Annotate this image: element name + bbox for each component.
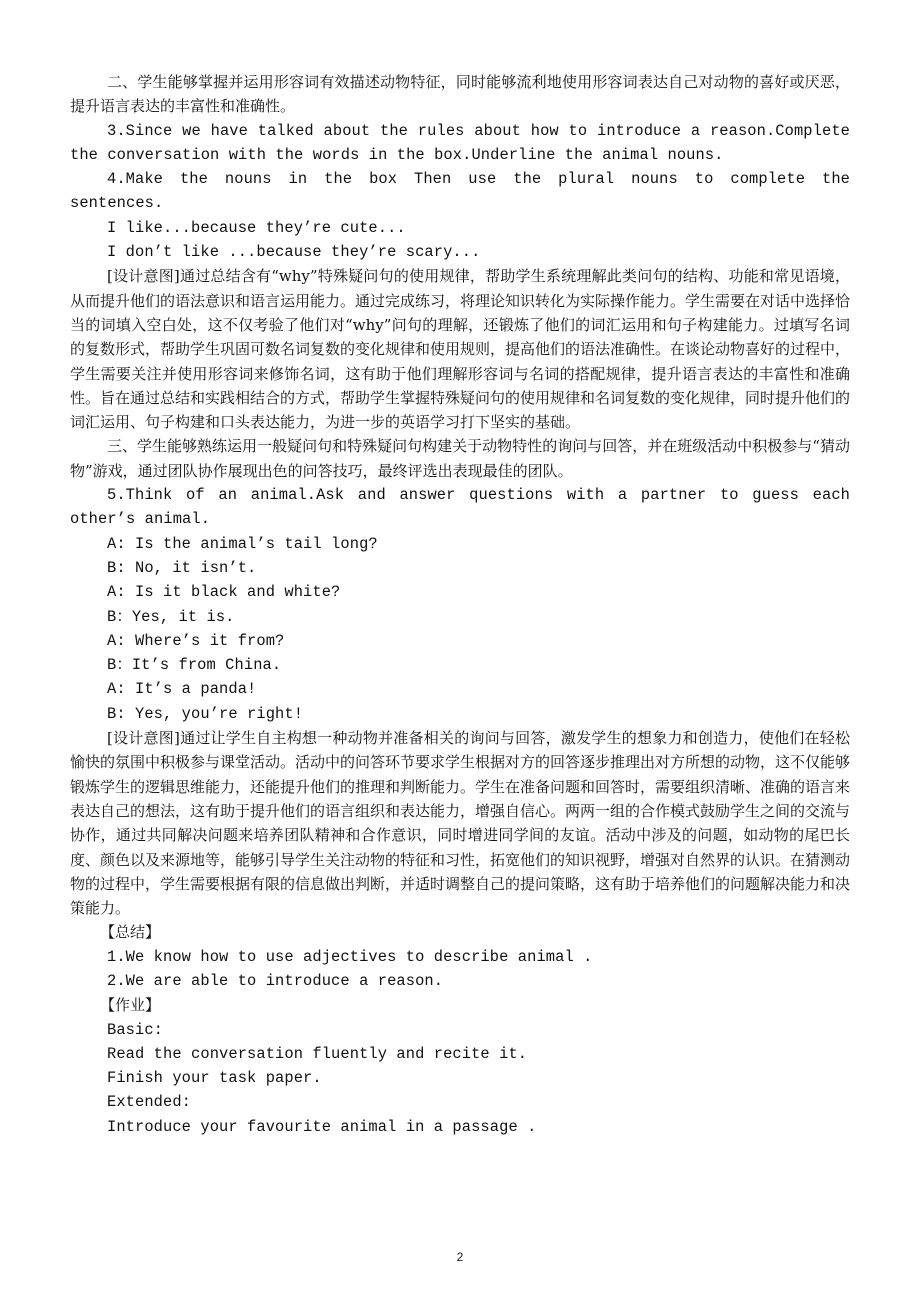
page-number: 2: [456, 1250, 464, 1264]
task-3-paragraph: 3.Since we have talked about the rules about how to introduce a reason.Complete the conversation with the words in the box.Underline the animal nouns.: [70, 121, 850, 164]
dialogue-line: A: It’s a panda!: [107, 680, 257, 699]
example-sentence-1: I like...because they’re cute...: [107, 218, 406, 237]
example-sentence-2: I don’t like ...because they’re scary...: [107, 243, 481, 262]
task-4-paragraph: 4.Make the nouns in the box Then use the plural nouns to complete the sentences.: [70, 170, 850, 213]
dialogue: [70, 532, 850, 726]
dialogue-line: A: Is it black and white?: [107, 583, 341, 602]
document-page: [70, 70, 850, 1139]
homework-item: Read the conversation fluently and recite it.: [107, 1044, 528, 1063]
summary-heading: 【总结】: [100, 923, 161, 942]
homework-heading: 【作业】: [100, 996, 161, 1015]
summary-item: 2.We are able to introduce a reason.: [107, 971, 444, 990]
design-intent-1-paragraph: [设计意图]通过总结含有“why”特殊疑问句的使用规律，帮助学生系统理解此类问句的结构、功能和常见语境，从而提升他们的语法意识和语言运用能力。通过完成练习，将理论知识转化为实际操作能力。学生需要在对话中选择恰当的词填入空白处，这不仅考验了他们对“why”问句的理解，还锻炼了他们的词汇运用和句子构建能力。过填写名词的复数形式，帮助学生巩固可数名词复数的变化规律和使用规则，提高他们的语法准确性。在谈论动物喜好的过程中，学生需要关注并使用形容词来修饰名词，这有助于他们理解形容词与名词的搭配规律，提升语言表达的丰富性和准确性。旨在通过总结和实践相结合的方式，帮助学生掌握特殊疑问句的使用规律和名词复数的变化规律，同时提升他们的词汇运用、句子构建和口头表达能力，为进一步的英语学习打下坚实的基础。: [70, 267, 851, 432]
homework-item: Finish your task paper.: [107, 1069, 322, 1088]
homework-item: Introduce your favourite animal in a passage .: [107, 1117, 537, 1136]
dialogue-line: B: Yes, you’re right!: [107, 704, 304, 723]
dialogue-line: A: Is the animal’s tail long?: [107, 534, 378, 553]
summary-item: 1.We know how to use adjectives to describe animal .: [107, 947, 593, 966]
dialogue-line: B：Yes, it is.: [107, 607, 235, 626]
homework-extended-label: Extended:: [107, 1093, 192, 1112]
dialogue-line: A: Where’s it from?: [107, 631, 285, 650]
goal-3-paragraph: 三、学生能够熟练运用一般疑问句和特殊疑问句构建关于动物特性的询问与回答，并在班级活动中积极参与“猜动物”游戏，通过团队协作展现出色的问答技巧，最终评选出表现最佳的团队。: [70, 437, 850, 480]
goal-2-paragraph: 二、学生能够掌握并运用形容词有效描述动物特征，同时能够流利地使用形容词表达自己对动物的喜好或厌恶，提升语言表达的丰富性和准确性。: [70, 73, 850, 116]
homework-basic-label: Basic:: [107, 1020, 164, 1039]
task-5-paragraph: 5.Think of an animal.Ask and answer questions with a partner to guess each other’s animal.: [70, 486, 850, 529]
dialogue-line: B：It’s from China.: [107, 656, 282, 675]
design-intent-2-paragraph: [设计意图]通过让学生自主构想一种动物并准备相关的询问与回答，激发学生的想象力和创造力，使他们在轻松愉快的氛围中积极参与课堂活动。活动中的问答环节要求学生根据对方的回答逐步推理出对方所想的动物，这不仅能够锻炼学生的逻辑思维能力，还能提升他们的推理和判断能力。学生在准备问题和回答时，需要组织清晰、准确的语言来表达自己的想法，这有助于提升他们的语言组织和表达能力，增强自信心。两两一组的合作模式鼓励学生之间的交流与协作，通过共同解决问题来培养团队精神和合作意识，同时增进同学间的友谊。活动中涉及的问题，如动物的尾巴长度、颜色以及来源地等，能够引导学生关注动物的特征和习性，拓宽他们的知识视野，增强对自然界的认识。在猜测动物的过程中，学生需要根据有限的信息做出判断，并适时调整自己的提问策略，这有助于培养他们的问题解决能力和决策能力。: [70, 729, 851, 918]
dialogue-line: B: No, it isn’t.: [107, 558, 257, 577]
